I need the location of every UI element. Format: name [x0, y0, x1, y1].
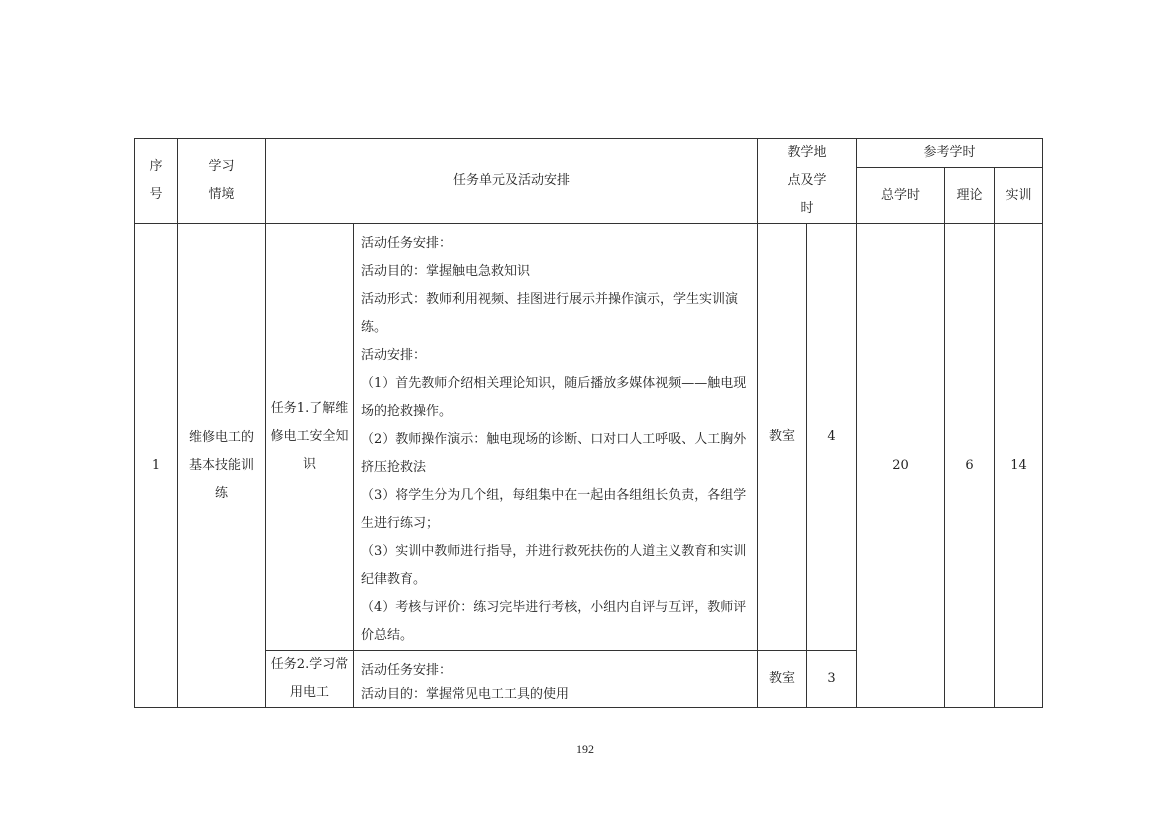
- header-total: 总学时: [857, 168, 945, 224]
- task-2-hours: 3: [807, 651, 857, 708]
- row-seq: 1: [135, 224, 178, 708]
- row-practice-hours: 14: [995, 224, 1043, 708]
- activity-line: （4）考核与评价：练习完毕进行考核，小组内自评与互评，教师评价总结。: [361, 600, 747, 643]
- header-place: 教学地点及学时: [758, 139, 857, 224]
- activity-line: 活动任务安排：: [361, 236, 453, 251]
- activity-line: 活动目的：掌握触电急救知识: [361, 264, 531, 279]
- task-2-name: 任务2.学习常用电工: [266, 651, 354, 708]
- curriculum-table: [134, 138, 1043, 708]
- task-1-name: 任务1.了解维修电工安全知识: [266, 224, 354, 651]
- activity-line: 活动形式：教师利用视频、挂图进行展示并操作演示，学生实训演练。: [361, 292, 739, 335]
- row-theory-hours: 6: [945, 224, 995, 708]
- header-practice: 实训: [995, 168, 1043, 224]
- row-situation: 维修电工的基本技能训练: [178, 224, 266, 708]
- table-row: [135, 224, 1043, 651]
- activity-line: （1）首先教师介绍相关理论知识，随后播放多媒体视频——触电现场的抢救操作。: [361, 376, 747, 419]
- header-theory: 理论: [945, 168, 995, 224]
- activity-line: 活动任务安排：: [361, 663, 453, 678]
- activity-line: 活动安排：: [361, 348, 427, 363]
- header-seq: 序号: [135, 139, 178, 224]
- activity-line: （3）将学生分为几个组，每组集中在一起由各组组长负责，各组学生进行练习；: [361, 488, 747, 531]
- task-2-place: 教室: [758, 651, 807, 708]
- activity-line: （3）实训中教师进行指导，并进行救死扶伤的人道主义教育和实训纪律教育。: [361, 544, 747, 587]
- task-1-activities: [354, 224, 758, 651]
- header-situation: 学习情境: [178, 139, 266, 224]
- activity-line: 活动目的：掌握常见电工工具的使用: [361, 687, 570, 702]
- page-number: 192: [576, 742, 594, 756]
- task-2-activities: [354, 651, 758, 708]
- header-tasks: 任务单元及活动安排: [266, 139, 758, 224]
- header-ref-hours: 参考学时: [857, 139, 1043, 168]
- row-total-hours: 20: [857, 224, 945, 708]
- task-1-hours: 4: [807, 224, 857, 651]
- activity-line: （2）教师操作演示：触电现场的诊断、口对口人工呼吸、人工胸外挤压抢救法: [361, 432, 747, 475]
- task-1-place: 教室: [758, 224, 807, 651]
- header-row-1: [135, 139, 1043, 168]
